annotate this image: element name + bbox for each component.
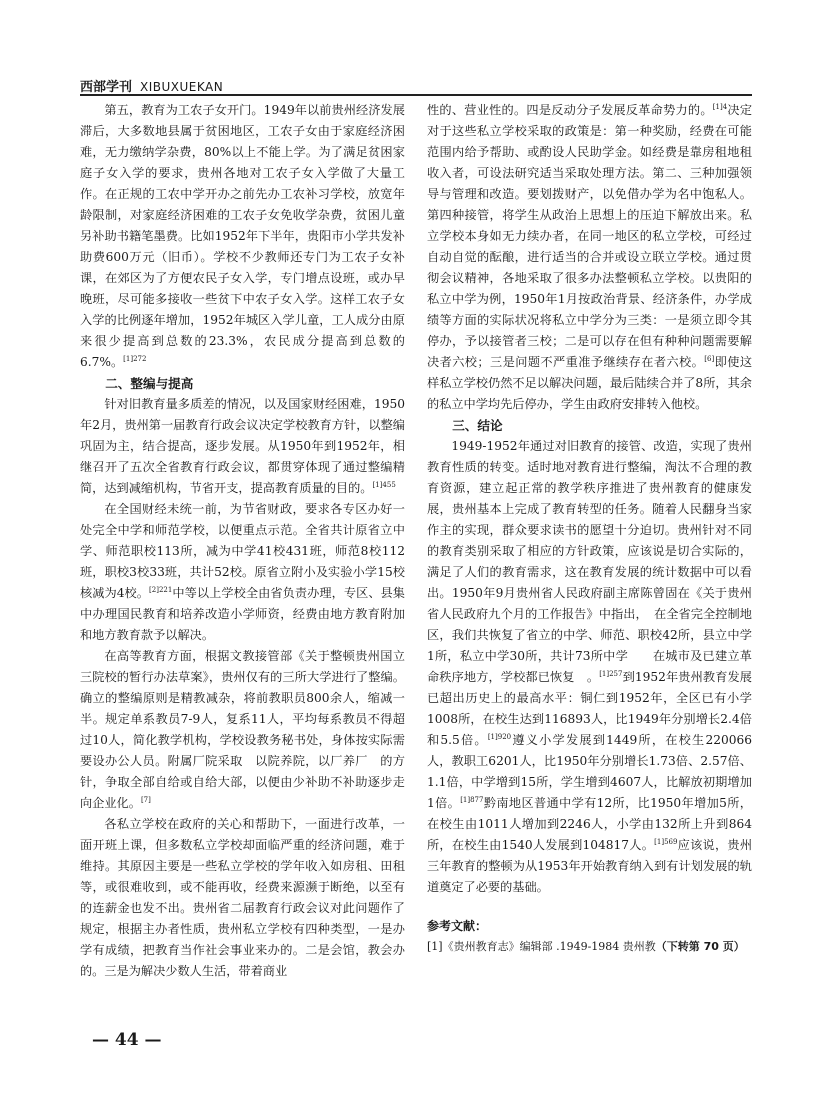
journal-pinyin: XIBUXUEKAN: [140, 80, 224, 94]
paragraph: 1949-1952年通过对旧教育的接管、改造，实现了贵州教育性质的转变。适时地对教育进行整编，淘汰不合理的教育资源，建立起正常的教学秩序推进了贵州教育的健康发展，贵州基本上完成了教育转型的任务。随着人民翻身当家作主的实现，群众要求读书的愿望十分迫切。贵州针对不同的教育类别采取了相应的方针政策，应该说是切合实际的，满足了人们的教育需求，这在教育发展的统计数据中可以看出。1950年9月贵州省人民政府副主席陈曾固在《关于贵州省人民政府九个月的工作报告》中指出， 在全省完全控制地区，我们共恢复了省立的中学、师范、职校42所，县立中学1所，私立中学30所，共计73所中学 在城市及已建立革命秩序地方，学校都已恢复 。$^{[1]257}$到1952年贵州教育发展已超出历史上的最高水平：铜仁到1952年，全区已有小学1008所，在校生达到116893人，比1949年分别增长2.4倍和5.5倍。$^{[1]920}$遵义小学发展到1449所，在校生220066人，教职工6201人，比1950年分别增长1.73倍、2.57倍、1.1倍，中学增到15所，学生增到4607人，比解放初期增加1倍。$^{[1]877}$黔南地区普通中学有12所，比1950年增加5所，在校生由1011人增加到2246人，小学由132所上升到864所，在校生由1540人发展到104817人。$^{[1]569}$应该说，贵州三年教育的整顿为从1953年开始教育纳入到有计划发展的轨道奠定了必要的基础。: [427, 439, 753, 894]
header-rule: [80, 94, 752, 96]
citation: [1]272: [123, 354, 147, 363]
paragraph: 针对旧教育量多质差的情况，以及国家财经困难，1950年2月，贵州第一届教育行政会议决定学校教育方针，以整编巩固为主，结合提高，逐步发展。从1950年到1952年，相继召开了五次全省教育行政会议，都贯穿体现了通过整编精简，达到减缩机构，节省开支，提高教育质量的目的。$^{[1]455}$: [80, 397, 405, 495]
paragraph: 在高等教育方面，根据文教接管部《关于整顿贵州国立三院校的暂行办法草案》，贵州仅有的三所大学进行了整编。确立的整编原则是精教减杂，将前教职员800余人，缩减一半。规定单系教员7-9人，复系11人，平均每系教员不得超过10人，简化教学机构，学校设教务秘书处，身体按实际需要设办公人员。附属厂院采取 以院养院，以厂养厂 的方针，争取全部自给或自给大部，以便由少补助不补助逐步走向企业化。[7]: [80, 649, 405, 810]
citation: [7]: [140, 795, 151, 804]
citation: [1]455: [372, 480, 396, 489]
references-heading: 参考文献：: [427, 919, 488, 933]
left-column: [80, 100, 405, 982]
citation: [1]877: [460, 795, 484, 804]
citation: [1]4: [712, 102, 728, 111]
right-column: [427, 100, 752, 957]
running-header: [80, 76, 752, 96]
paragraph: 性的、营业性的。四是反动分子发展反革命势力的。$^{[1]4}$决定对于这些私立学校采取的政策是：第一种奖励，经费在可能范围内给予帮助、或酌设人民助学金。如经费是靠房租地租收入者，可设法研究适当采取处理方法。第二、三种加强领导与管理和改造。要划拨财产，以免借办学为名中饱私人。第四种接管，将学生从政治上思想上的压迫下解放出来。私立学校本身如无力续办者，在同一地区的私立学校，可经过自动自觉的酝酿，进行适当的合并或设立联立学校。通过贯彻会议精神，各地采取了很多办法整顿私立学校。以贵阳的私立中学为例，1950年1月按政治背景、经济条件，办学成绩等方面的实际状况将私立中学分为三类：一是须立即令其停办，予以接管者三校；二是可以存在但有种种问题需要解决者六校；三是问题不严重准予继续存在者六校。[6]即使这样私立学校仍然不足以解决问题，最后陆续合并了8所，其余的私立中学均先后停办，学生由政府安排转入他校。: [427, 102, 753, 411]
continued-note: （下转第 70 页）: [655, 940, 745, 953]
paragraph: 在全国财经未统一前，为节省财政，要求各专区办好一处完全中学和师范学校，以便重点示范。全省共计原省立中学、师范职校113所，减为中学41校431班，师范8校112班，职校3校33班，共计52校。原省立附小及实验小学15校核减为4校。$^{[2]221}$中等以上学校全由省负责办理，专区、县集中办理国民教育和培养改造小学师资，经费由地方教育附加和地方教育款予以解决。: [80, 502, 405, 642]
paragraph: 各私立学校在政府的关心和帮助下，一面进行改革，一面开班上课，但多数私立学校却面临严重的经济问题，难于维持。其原因主要是一些私立学校的学年收入如房租、田租等，或很难收到，或不能再收，经费来源濒于断绝，以至有的连薪金也发不出。贵州省二届教育行政会议对此问题作了规定，根据主办者性质，贵州私立学校有四种类型，一是办学有成绩，把教育当作社会事业来办的。二是会馆，教会办的。三是为解决少数人生活，带着商业: [80, 817, 405, 978]
citation: [1]920: [487, 732, 512, 741]
paragraph: 第五，教育为工农子女开门。1949年以前贵州经济发展滞后，大多数地县属于贫困地区，工农子女由于家庭经济困难，无力缴纳学杂费，80%以上不能上学。为了满足贫困家庭子女入学的要求，贵州各地对工农子女入学做了大量工作。在正规的工农中学开办之前先办工农补习学校，放宽年龄限制，对家庭经济困难的工农子女免收学杂费，贫困儿童另补助书籍笔墨费。比如1952年下半年，贵阳市小学共发补助费600万元（旧币）。学校不少教师还专门为工农子女补课，在郊区为了方便农民子女入学，专门增点设班，或办早晚班，尽可能多接收一些贫下中农子女入学。这样工农子女入学的比例逐年增加，1952年城区入学儿童，工人成分由原来很少提高到总数的23.3%，农民成分提高到总数的6.7%。$^{[1]272}$: [80, 103, 405, 369]
section-heading: 三、结论: [452, 418, 503, 433]
citation: [6]: [704, 354, 715, 363]
journal-title: 西部学刊: [80, 80, 133, 95]
citation: [1]257: [599, 669, 623, 678]
citation: [2]221: [149, 585, 173, 594]
section-heading: 二、整编与提高: [105, 376, 194, 391]
page-number: — 44 —: [92, 1030, 162, 1050]
citation: [1]569: [654, 837, 678, 846]
reference-item: [1]《贵州教育志》编辑部 .1949-1984 贵州教（下转第 70 页）: [427, 940, 745, 953]
